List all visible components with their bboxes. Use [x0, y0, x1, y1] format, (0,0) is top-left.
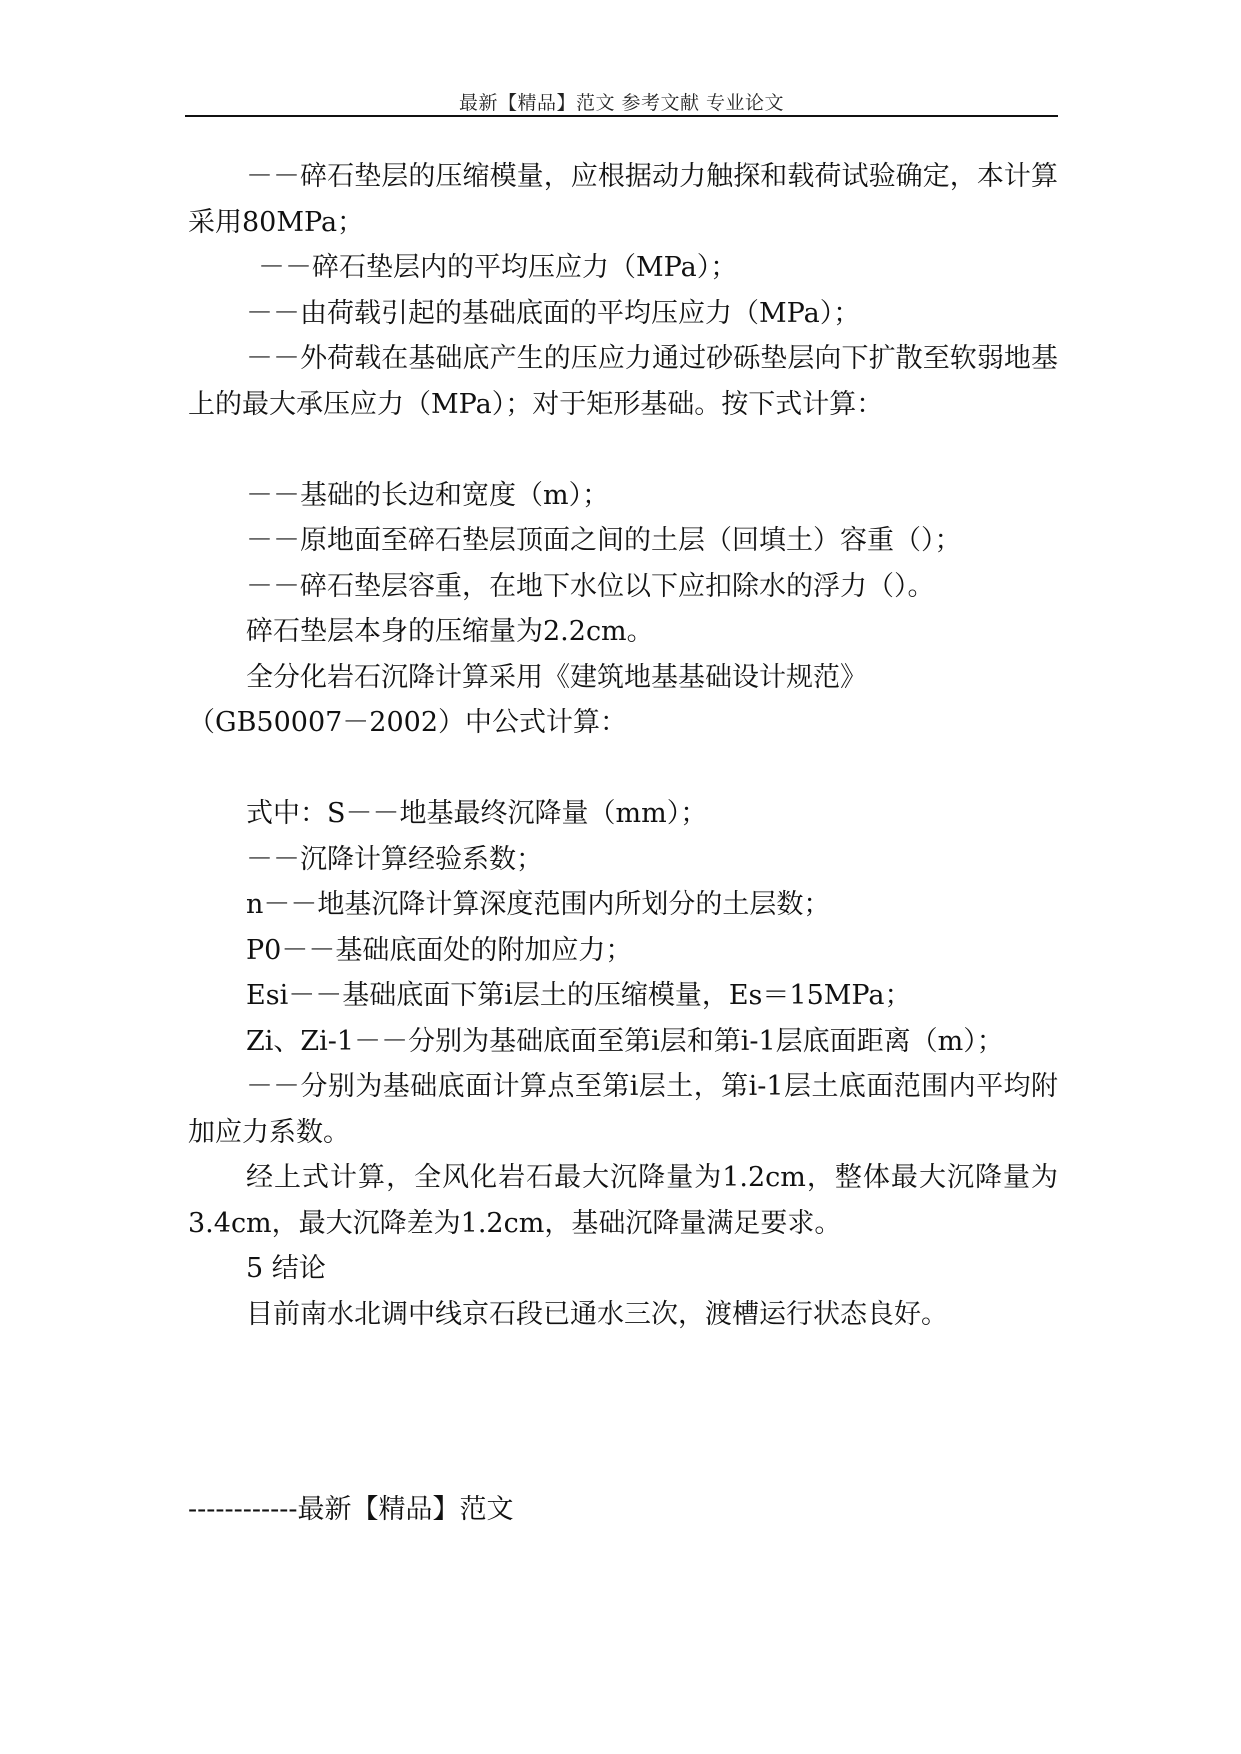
section-heading-conclusion: 5 结论 [246, 1253, 326, 1284]
paragraph-settlement-method: 全分化岩石沉降计算采用《建筑地基基础设计规范》 [246, 661, 867, 693]
paragraph-final-settlement: 式中：S－－地基最终沉降量（mm）； [246, 798, 708, 829]
paragraph-stress-coefficient: －－分别为基础底面计算点至第i层土，第i-1层土底面范围内平均附加应力系数。 [188, 1071, 1058, 1148]
paragraph-compression-modulus: －－碎石垫层的压缩模量，应根据动力触探和载荷试验确定，本计算采用80MPa； [188, 161, 1058, 238]
paragraph-settlement-result: 经上式计算，全风化岩石最大沉降量为1.2cm，整体最大沉降量为3.4cm，最大沉降差为1.2cm，基础沉降量满足要求。 [188, 1162, 1058, 1239]
paragraph-avg-stress-base: －－由荷载引起的基础底面的平均压应力（MPa）； [246, 297, 861, 329]
paragraph-backfill-unit-weight: －－原地面至碎石垫层顶面之间的土层（回填土）容重（）； [246, 525, 962, 556]
paragraph-additional-stress: P0－－基础底面处的附加应力； [246, 934, 633, 966]
paragraph-layer-count: n－－地基沉降计算深度范围内所划分的土层数； [246, 889, 831, 920]
paragraph-cushion-compression: 碎石垫层本身的压缩量为2.2cm。 [246, 616, 654, 647]
formula-placeholder [188, 427, 1058, 473]
paragraph-empirical-coefficient: －－沉降计算经验系数； [246, 843, 543, 875]
page-footer: ------------最新【精品】范文 [188, 1494, 514, 1525]
paragraph-conclusion: 目前南水北调中线京石段已通水三次，渡槽运行状态良好。 [246, 1298, 948, 1330]
paragraph-layer-modulus: Esi－－基础底面下第i层土的压缩模量，Es＝15MPa； [246, 980, 912, 1011]
document-body [188, 154, 1058, 1337]
paragraph-base-dimensions: －－基础的长边和宽度（m）； [246, 479, 610, 511]
formula-placeholder [188, 746, 1058, 792]
header-divider [185, 115, 1058, 117]
paragraph-cushion-unit-weight: －－碎石垫层容重，在地下水位以下应扣除水的浮力（）。 [246, 570, 935, 602]
page-header: 最新【精品】范文 参考文献 专业论文 [458, 92, 785, 114]
paragraph-code-reference: （GB50007－2002）中公式计算： [188, 707, 628, 738]
paragraph-layer-depths: Zi、Zi-1－－分别为基础底面至第i层和第i-1层底面距离（m）； [246, 1025, 1004, 1057]
paragraph-avg-stress-cushion: －－碎石垫层内的平均压应力（MPa）； [258, 252, 738, 283]
paragraph-max-bearing-stress: －－外荷载在基础底产生的压应力通过砂砾垫层向下扩散至软弱地基上的最大承压应力（MPa）；对于矩形基础。按下式计算： [188, 343, 1058, 420]
